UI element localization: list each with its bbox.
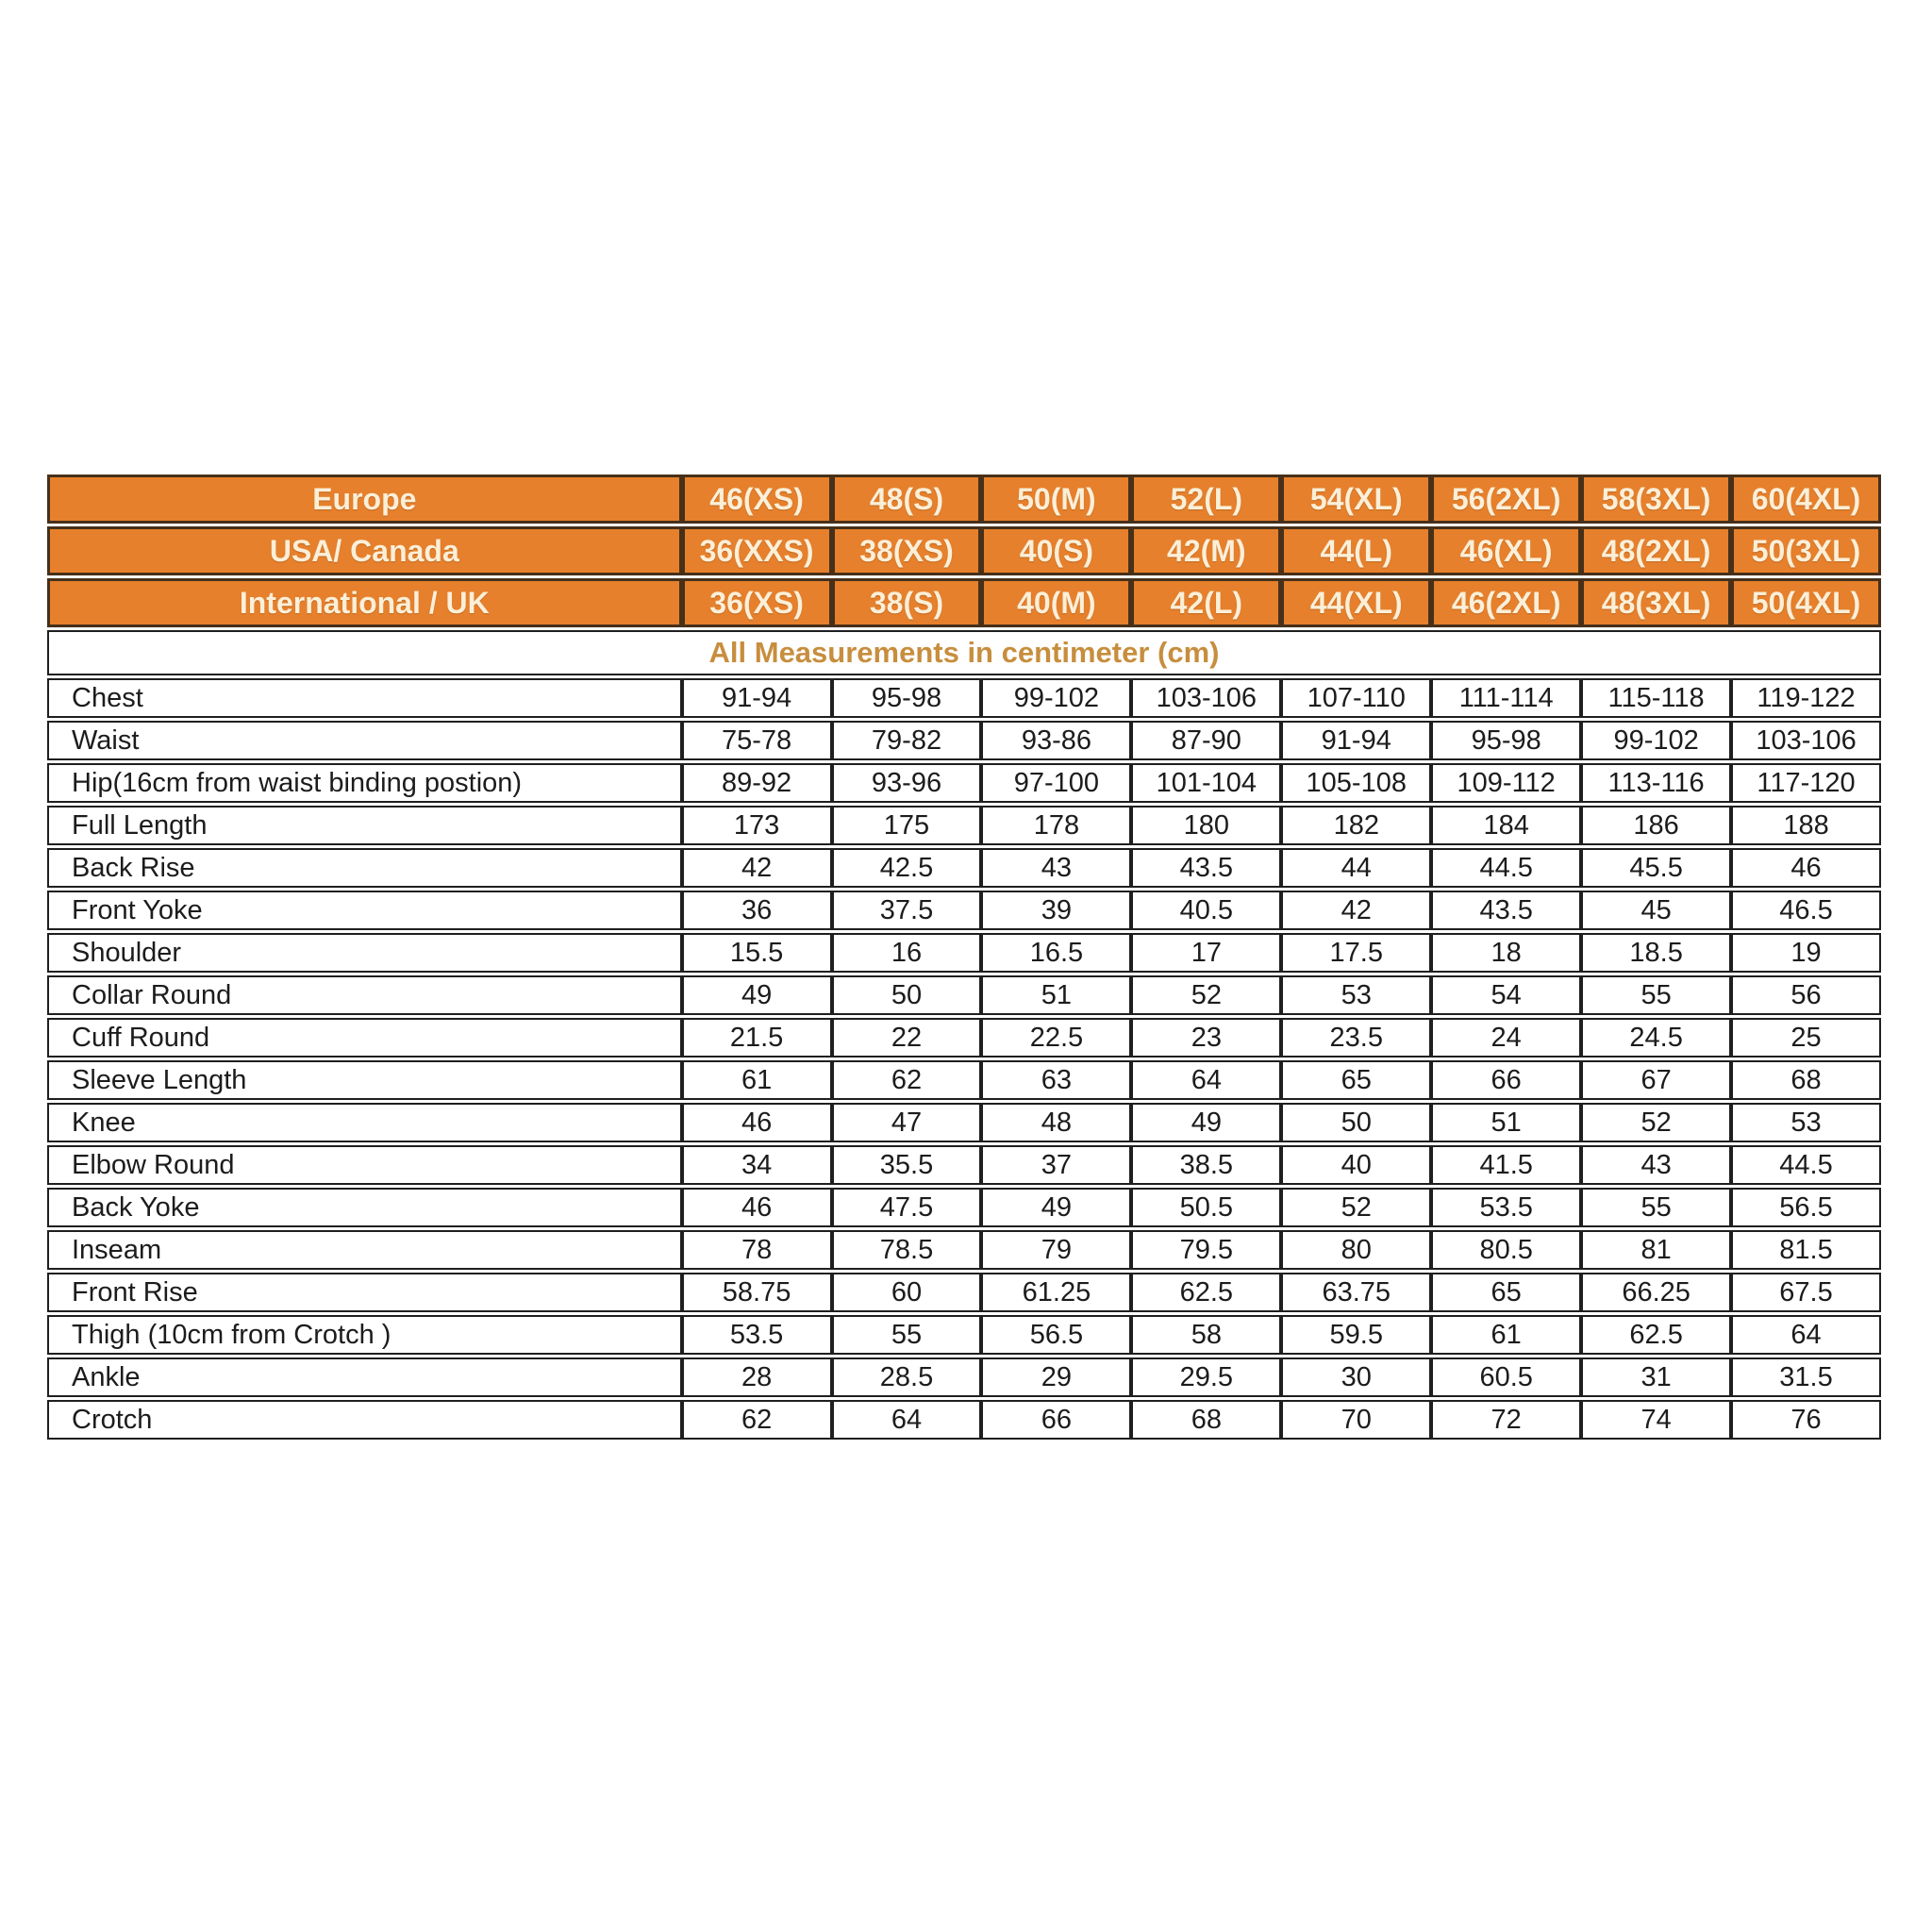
measurement-label: Sleeve Length: [47, 1060, 682, 1100]
measurement-value-cell: 51: [981, 975, 1131, 1015]
measurement-value-cell: 18: [1431, 933, 1581, 973]
measurement-value-cell: 17.5: [1281, 933, 1431, 973]
measurement-value-cell: 60: [832, 1273, 982, 1312]
measurement-label: Knee: [47, 1103, 682, 1142]
measurement-value-cell: 186: [1581, 806, 1731, 845]
measurement-value-cell: 66: [1431, 1060, 1581, 1100]
measurement-value-cell: 31.5: [1731, 1357, 1881, 1397]
measurement-row: [47, 1315, 1881, 1355]
measurement-value-cell: 45: [1581, 891, 1731, 930]
measurement-value-cell: 67.5: [1731, 1273, 1881, 1312]
measurements-title-section: [47, 630, 1881, 675]
measurement-value-cell: 40: [1281, 1145, 1431, 1185]
measurement-value-cell: 184: [1431, 806, 1581, 845]
measurement-value-cell: 105-108: [1281, 763, 1431, 803]
measurement-value-cell: 55: [1581, 1188, 1731, 1227]
measurement-row: [47, 1188, 1881, 1227]
measurement-value-cell: 115-118: [1581, 678, 1731, 718]
size-system-label: International / UK: [47, 578, 682, 627]
measurement-value-cell: 65: [1281, 1060, 1431, 1100]
size-value-cell: 36(XXS): [682, 526, 832, 575]
measurement-value-cell: 50: [832, 975, 982, 1015]
measurement-value-cell: 53.5: [682, 1315, 832, 1355]
measurement-value-cell: 56.5: [1731, 1188, 1881, 1227]
measurement-value-cell: 54: [1431, 975, 1581, 1015]
measurement-row: [47, 806, 1881, 845]
size-value-cell: 42(M): [1131, 526, 1281, 575]
measurement-value-cell: 46: [1731, 848, 1881, 888]
measurement-label: Front Rise: [47, 1273, 682, 1312]
measurement-value-cell: 24: [1431, 1018, 1581, 1058]
measurement-row: [47, 891, 1881, 930]
size-value-cell: 44(L): [1281, 526, 1431, 575]
measurement-value-cell: 15.5: [682, 933, 832, 973]
measurement-value-cell: 74: [1581, 1400, 1731, 1440]
measurement-value-cell: 38.5: [1131, 1145, 1281, 1185]
measurement-value-cell: 23.5: [1281, 1018, 1431, 1058]
measurement-label: Elbow Round: [47, 1145, 682, 1185]
measurement-value-cell: 16.5: [981, 933, 1131, 973]
measurement-label: Cuff Round: [47, 1018, 682, 1058]
measurement-value-cell: 58.75: [682, 1273, 832, 1312]
measurement-label: Chest: [47, 678, 682, 718]
measurement-value-cell: 64: [1731, 1315, 1881, 1355]
measurement-row: [47, 721, 1881, 760]
measurement-value-cell: 43: [981, 848, 1131, 888]
measurement-value-cell: 37: [981, 1145, 1131, 1185]
measurement-value-cell: 47.5: [832, 1188, 982, 1227]
measurement-value-cell: 61: [1431, 1315, 1581, 1355]
measurement-value-cell: 63.75: [1281, 1273, 1431, 1312]
measurement-value-cell: 40.5: [1131, 891, 1281, 930]
measurement-value-cell: 52: [1581, 1103, 1731, 1142]
measurement-row: [47, 678, 1881, 718]
measurement-value-cell: 48: [981, 1103, 1131, 1142]
measurement-value-cell: 79.5: [1131, 1230, 1281, 1270]
measurement-value-cell: 45.5: [1581, 848, 1731, 888]
measurement-label: Back Yoke: [47, 1188, 682, 1227]
size-value-cell: 60(4XL): [1731, 475, 1881, 524]
size-system-rows: [47, 475, 1881, 627]
measurement-value-cell: 76: [1731, 1400, 1881, 1440]
measurement-label: Full Length: [47, 806, 682, 845]
measurement-value-cell: 50.5: [1131, 1188, 1281, 1227]
measurement-rows: [47, 678, 1881, 1440]
measurement-label: Thigh (10cm from Crotch ): [47, 1315, 682, 1355]
measurement-row: [47, 1357, 1881, 1397]
size-system-label: Europe: [47, 475, 682, 524]
measurement-value-cell: 66.25: [1581, 1273, 1731, 1312]
measurement-value-cell: 60.5: [1431, 1357, 1581, 1397]
measurement-value-cell: 93-86: [981, 721, 1131, 760]
measurement-value-cell: 46.5: [1731, 891, 1881, 930]
measurement-value-cell: 79-82: [832, 721, 982, 760]
measurement-value-cell: 75-78: [682, 721, 832, 760]
measurement-value-cell: 50: [1281, 1103, 1431, 1142]
measurement-value-cell: 62: [832, 1060, 982, 1100]
size-value-cell: 58(3XL): [1581, 475, 1731, 524]
measurements-title: All Measurements in centimeter (cm): [47, 630, 1881, 675]
measurement-label: Front Yoke: [47, 891, 682, 930]
measurement-value-cell: 178: [981, 806, 1131, 845]
measurement-value-cell: 93-96: [832, 763, 982, 803]
measurement-value-cell: 58: [1131, 1315, 1281, 1355]
measurement-value-cell: 101-104: [1131, 763, 1281, 803]
size-value-cell: 42(L): [1131, 578, 1281, 627]
measurement-value-cell: 19: [1731, 933, 1881, 973]
measurement-value-cell: 41.5: [1431, 1145, 1581, 1185]
measurement-value-cell: 43.5: [1431, 891, 1581, 930]
measurement-value-cell: 25: [1731, 1018, 1881, 1058]
size-value-cell: 46(XL): [1431, 526, 1581, 575]
measurement-value-cell: 56: [1731, 975, 1881, 1015]
measurement-value-cell: 55: [1581, 975, 1731, 1015]
measurement-value-cell: 87-90: [1131, 721, 1281, 760]
measurement-value-cell: 44.5: [1431, 848, 1581, 888]
size-system-row: [47, 475, 1881, 524]
measurement-value-cell: 55: [832, 1315, 982, 1355]
size-value-cell: 50(4XL): [1731, 578, 1881, 627]
size-system-label: USA/ Canada: [47, 526, 682, 575]
measurement-value-cell: 31: [1581, 1357, 1731, 1397]
measurement-value-cell: 22.5: [981, 1018, 1131, 1058]
measurement-value-cell: 91-94: [682, 678, 832, 718]
size-value-cell: 48(3XL): [1581, 578, 1731, 627]
measurement-value-cell: 64: [1131, 1060, 1281, 1100]
size-value-cell: 46(2XL): [1431, 578, 1581, 627]
measurement-value-cell: 44.5: [1731, 1145, 1881, 1185]
measurement-value-cell: 53: [1731, 1103, 1881, 1142]
measurement-value-cell: 103-106: [1131, 678, 1281, 718]
measurement-value-cell: 42.5: [832, 848, 982, 888]
measurement-row: [47, 848, 1881, 888]
measurement-value-cell: 44: [1281, 848, 1431, 888]
measurement-value-cell: 180: [1131, 806, 1281, 845]
measurement-row: [47, 763, 1881, 803]
measurement-value-cell: 43: [1581, 1145, 1731, 1185]
measurement-row: [47, 933, 1881, 973]
measurement-row: [47, 1400, 1881, 1440]
size-value-cell: 36(XS): [682, 578, 832, 627]
size-system-row: [47, 578, 1881, 627]
measurement-value-cell: 39: [981, 891, 1131, 930]
measurement-value-cell: 119-122: [1731, 678, 1881, 718]
measurement-value-cell: 43.5: [1131, 848, 1281, 888]
measurement-value-cell: 66: [981, 1400, 1131, 1440]
measurement-value-cell: 68: [1731, 1060, 1881, 1100]
measurement-value-cell: 78: [682, 1230, 832, 1270]
measurement-value-cell: 173: [682, 806, 832, 845]
measurement-value-cell: 188: [1731, 806, 1881, 845]
size-value-cell: 46(XS): [682, 475, 832, 524]
measurement-row: [47, 1145, 1881, 1185]
measurement-value-cell: 95-98: [1431, 721, 1581, 760]
measurement-value-cell: 61: [682, 1060, 832, 1100]
measurement-value-cell: 79: [981, 1230, 1131, 1270]
measurement-value-cell: 109-112: [1431, 763, 1581, 803]
measurement-value-cell: 35.5: [832, 1145, 982, 1185]
measurement-value-cell: 18.5: [1581, 933, 1731, 973]
size-value-cell: 54(XL): [1281, 475, 1431, 524]
measurement-value-cell: 62.5: [1581, 1315, 1731, 1355]
size-value-cell: 44(XL): [1281, 578, 1431, 627]
measurement-value-cell: 113-116: [1581, 763, 1731, 803]
size-value-cell: 50(M): [981, 475, 1131, 524]
measurement-value-cell: 67: [1581, 1060, 1731, 1100]
measurement-label: Ankle: [47, 1357, 682, 1397]
measurement-value-cell: 99-102: [1581, 721, 1731, 760]
measurement-value-cell: 46: [682, 1188, 832, 1227]
measurement-value-cell: 78.5: [832, 1230, 982, 1270]
measurement-label: Crotch: [47, 1400, 682, 1440]
measurement-row: [47, 975, 1881, 1015]
measurement-value-cell: 53.5: [1431, 1188, 1581, 1227]
measurement-value-cell: 95-98: [832, 678, 982, 718]
size-value-cell: 50(3XL): [1731, 526, 1881, 575]
measurement-value-cell: 182: [1281, 806, 1431, 845]
measurement-value-cell: 99-102: [981, 678, 1131, 718]
measurement-value-cell: 28: [682, 1357, 832, 1397]
measurement-row: [47, 1060, 1881, 1100]
measurement-label: Inseam: [47, 1230, 682, 1270]
measurement-value-cell: 62: [682, 1400, 832, 1440]
measurement-value-cell: 42: [682, 848, 832, 888]
measurement-value-cell: 59.5: [1281, 1315, 1431, 1355]
measurement-value-cell: 70: [1281, 1400, 1431, 1440]
measurement-value-cell: 175: [832, 806, 982, 845]
measurement-value-cell: 47: [832, 1103, 982, 1142]
measurement-label: Back Rise: [47, 848, 682, 888]
measurement-row: [47, 1103, 1881, 1142]
measurement-value-cell: 68: [1131, 1400, 1281, 1440]
size-value-cell: 48(2XL): [1581, 526, 1731, 575]
measurement-value-cell: 24.5: [1581, 1018, 1731, 1058]
size-value-cell: 48(S): [832, 475, 982, 524]
measurement-value-cell: 16: [832, 933, 982, 973]
measurement-value-cell: 29: [981, 1357, 1131, 1397]
measurement-value-cell: 42: [1281, 891, 1431, 930]
measurement-value-cell: 37.5: [832, 891, 982, 930]
measurement-value-cell: 51: [1431, 1103, 1581, 1142]
measurement-value-cell: 81: [1581, 1230, 1731, 1270]
measurement-row: [47, 1018, 1881, 1058]
measurement-value-cell: 49: [682, 975, 832, 1015]
measurement-value-cell: 23: [1131, 1018, 1281, 1058]
measurement-label: Hip(16cm from waist binding postion): [47, 763, 682, 803]
measurement-value-cell: 28.5: [832, 1357, 982, 1397]
size-value-cell: 40(M): [981, 578, 1131, 627]
measurement-value-cell: 107-110: [1281, 678, 1431, 718]
measurement-value-cell: 17: [1131, 933, 1281, 973]
measurement-value-cell: 29.5: [1131, 1357, 1281, 1397]
measurement-label: Shoulder: [47, 933, 682, 973]
measurement-value-cell: 34: [682, 1145, 832, 1185]
measurement-value-cell: 80.5: [1431, 1230, 1581, 1270]
measurement-value-cell: 49: [1131, 1103, 1281, 1142]
size-value-cell: 40(S): [981, 526, 1131, 575]
measurement-value-cell: 63: [981, 1060, 1131, 1100]
measurement-value-cell: 46: [682, 1103, 832, 1142]
measurements-title-row: [47, 630, 1881, 675]
measurement-label: Collar Round: [47, 975, 682, 1015]
measurement-value-cell: 22: [832, 1018, 982, 1058]
measurement-value-cell: 53: [1281, 975, 1431, 1015]
measurement-value-cell: 117-120: [1731, 763, 1881, 803]
size-value-cell: 38(S): [832, 578, 982, 627]
measurement-value-cell: 64: [832, 1400, 982, 1440]
measurement-value-cell: 52: [1131, 975, 1281, 1015]
measurement-value-cell: 36: [682, 891, 832, 930]
measurement-label: Waist: [47, 721, 682, 760]
measurement-value-cell: 89-92: [682, 763, 832, 803]
size-chart-table: [47, 472, 1881, 1442]
measurement-value-cell: 62.5: [1131, 1273, 1281, 1312]
measurement-value-cell: 103-106: [1731, 721, 1881, 760]
measurement-row: [47, 1273, 1881, 1312]
measurement-value-cell: 91-94: [1281, 721, 1431, 760]
size-system-row: [47, 526, 1881, 575]
size-value-cell: 52(L): [1131, 475, 1281, 524]
measurement-value-cell: 80: [1281, 1230, 1431, 1270]
size-value-cell: 38(XS): [832, 526, 982, 575]
measurement-value-cell: 65: [1431, 1273, 1581, 1312]
measurement-value-cell: 49: [981, 1188, 1131, 1227]
measurement-value-cell: 81.5: [1731, 1230, 1881, 1270]
measurement-row: [47, 1230, 1881, 1270]
measurement-value-cell: 52: [1281, 1188, 1431, 1227]
measurement-value-cell: 30: [1281, 1357, 1431, 1397]
measurement-value-cell: 72: [1431, 1400, 1581, 1440]
measurement-value-cell: 111-114: [1431, 678, 1581, 718]
size-value-cell: 56(2XL): [1431, 475, 1581, 524]
measurement-value-cell: 97-100: [981, 763, 1131, 803]
measurement-value-cell: 56.5: [981, 1315, 1131, 1355]
measurement-value-cell: 21.5: [682, 1018, 832, 1058]
measurement-value-cell: 61.25: [981, 1273, 1131, 1312]
